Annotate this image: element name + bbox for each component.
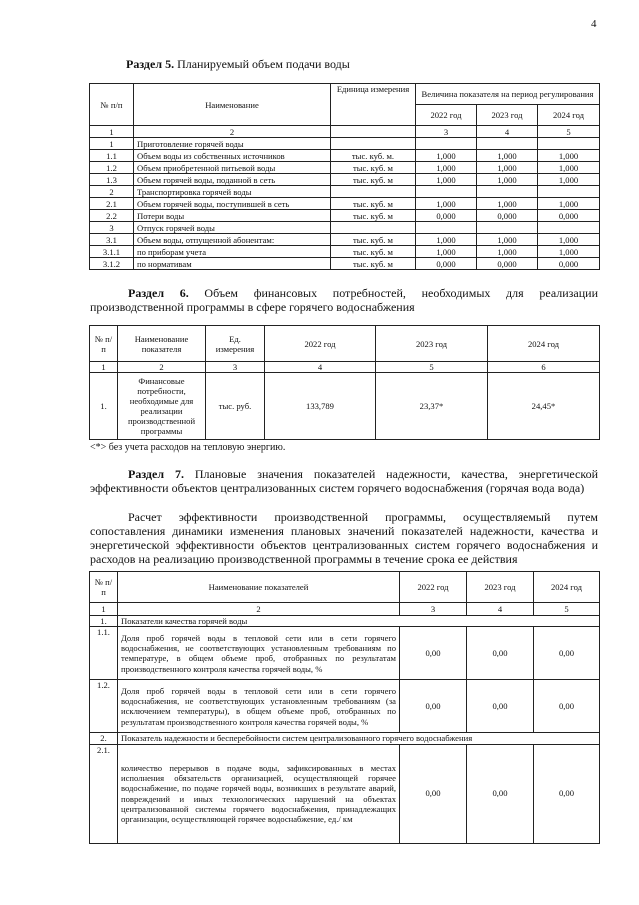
s5-row-2024 bbox=[538, 222, 600, 234]
section6-title-prefix: Раздел 6. bbox=[128, 286, 189, 300]
s5-index-row bbox=[90, 126, 600, 138]
s5-row-num: 1.1 bbox=[90, 150, 134, 162]
s5-row-2022: 1,000 bbox=[416, 162, 477, 174]
s5-header-2022: 2022 год bbox=[416, 105, 477, 126]
s7-group1-name: Показатели качества горячей воды bbox=[118, 616, 600, 627]
s5-row-name: по нормативам bbox=[134, 258, 331, 270]
s5-row-unit: тыс. куб. м bbox=[331, 234, 416, 246]
s7-row12-num: 1.2. bbox=[90, 680, 118, 733]
s7-row21-2022: 0,00 bbox=[400, 744, 467, 843]
s5-row-2024 bbox=[538, 138, 600, 150]
s7-row11-2023: 0,00 bbox=[467, 627, 534, 680]
s5-row-unit bbox=[331, 138, 416, 150]
table-row bbox=[90, 234, 600, 246]
s5-row-2022 bbox=[416, 138, 477, 150]
table-row bbox=[90, 138, 600, 150]
s5-row-2023: 1,000 bbox=[477, 150, 538, 162]
s7-row21-num: 2.1. bbox=[90, 744, 118, 843]
s7-group2-name: Показатель надежности и бесперебойности систем централизованного горячего водоснабжения bbox=[118, 733, 600, 744]
s5-row-2022 bbox=[416, 222, 477, 234]
table-row bbox=[90, 246, 600, 258]
s5-row-unit: тыс. куб. м bbox=[331, 174, 416, 186]
s5-row-num: 1.3 bbox=[90, 174, 134, 186]
s7-row-2-1 bbox=[90, 744, 600, 843]
s5-header-2023: 2023 год bbox=[477, 105, 538, 126]
s7-row11-2022: 0,00 bbox=[400, 627, 467, 680]
s6-idx-5: 5 bbox=[376, 362, 488, 373]
s5-idx-4: 3 bbox=[416, 126, 477, 138]
s5-row-num: 2 bbox=[90, 186, 134, 198]
s7-group2-num: 2. bbox=[90, 733, 118, 744]
s5-row-2023 bbox=[477, 222, 538, 234]
section7-paragraph: Расчет эффективности производственной программы, осуществляемый путем сопоставления динамики изменения плановых значений показателей надежности, качества и энергетической эффективности объектов централизованных систем горячего водоснабжения и расходов на реализацию производственной программы в течение срока ее действия bbox=[90, 510, 598, 566]
s5-row-name: Объем приобретенной питьевой воды bbox=[134, 162, 331, 174]
s7-row11-num: 1.1. bbox=[90, 627, 118, 680]
s6-row-1 bbox=[90, 373, 600, 440]
section6-title-line1-rest: Объем финансовых потребностей, необходимых для реализации bbox=[188, 286, 598, 300]
s5-row-unit: тыс. куб. м bbox=[331, 198, 416, 210]
s5-row-unit: тыс. куб. м. bbox=[331, 150, 416, 162]
s5-row-num: 3.1.1 bbox=[90, 246, 134, 258]
s5-row-2022: 1,000 bbox=[416, 246, 477, 258]
s5-row-num: 2.2 bbox=[90, 210, 134, 222]
s5-row-name: Приготовление горячей воды bbox=[134, 138, 331, 150]
s6-idx-3: 3 bbox=[206, 362, 265, 373]
s6-row-name: Финансовые потребности, необходимые для реализации производственной программы bbox=[118, 373, 206, 440]
s5-row-unit: тыс. куб. м bbox=[331, 258, 416, 270]
s7-header-2022: 2022 год bbox=[400, 572, 467, 603]
s7-index-row bbox=[90, 603, 600, 616]
s5-row-2024: 0,000 bbox=[538, 210, 600, 222]
s5-header-unit: Единица измерения bbox=[331, 84, 416, 126]
section5-table bbox=[89, 83, 600, 270]
s7-header-num: № п/п bbox=[90, 572, 118, 603]
s5-row-2023: 1,000 bbox=[477, 162, 538, 174]
s7-row12-2023: 0,00 bbox=[467, 680, 534, 733]
s5-idx-6: 5 bbox=[538, 126, 600, 138]
section7-table bbox=[89, 571, 600, 844]
s5-header-2024: 2024 год bbox=[538, 105, 600, 126]
s5-row-name: Объем воды, отпущенной абонентам: bbox=[134, 234, 331, 246]
s5-row-2024: 1,000 bbox=[538, 198, 600, 210]
s6-header-unit: Ед. измерения bbox=[206, 326, 265, 362]
section7-title-prefix: Раздел 7. bbox=[128, 467, 184, 481]
s5-row-2024: 1,000 bbox=[538, 162, 600, 174]
s5-row-2022: 1,000 bbox=[416, 234, 477, 246]
s6-idx-6: 6 bbox=[488, 362, 600, 373]
s7-row-1-2 bbox=[90, 680, 600, 733]
s5-row-num: 2.1 bbox=[90, 198, 134, 210]
table-row bbox=[90, 174, 600, 186]
s7-idx-3: 3 bbox=[400, 603, 467, 616]
section5-title bbox=[126, 57, 350, 71]
table-row bbox=[90, 222, 600, 234]
s7-idx-1: 1 bbox=[90, 603, 118, 616]
s7-group-2 bbox=[90, 733, 600, 744]
s5-row-2024: 1,000 bbox=[538, 174, 600, 186]
s5-row-2023: 0,000 bbox=[477, 258, 538, 270]
s6-row-2023: 23,37* bbox=[376, 373, 488, 440]
section7-title bbox=[90, 467, 598, 495]
s7-row-1-1 bbox=[90, 627, 600, 680]
s5-row-name: Транспортировка горячей воды bbox=[134, 186, 331, 198]
s7-row11-name: Доля проб горячей воды в тепловой сети или в сети горячего водоснабжения, не соответствующих установленным требованиям по температуре, в общем объеме проб, отобранных по результатам производственного контроля качества горячей воды, % bbox=[118, 627, 400, 680]
s5-row-2023: 1,000 bbox=[477, 174, 538, 186]
s5-row-num: 3 bbox=[90, 222, 134, 234]
s5-row-name: Объем горячей воды, поданной в сеть bbox=[134, 174, 331, 186]
s5-row-2024: 1,000 bbox=[538, 234, 600, 246]
s5-row-2022: 1,000 bbox=[416, 198, 477, 210]
section7-title-rest: Плановые значения показателей надежности, качества, энергетической эффективности объектов централизованных систем горячего водоснабжения (горячая вода вода) bbox=[90, 467, 598, 495]
section6-table bbox=[89, 325, 600, 440]
s5-row-2022: 1,000 bbox=[416, 150, 477, 162]
s5-row-2023 bbox=[477, 186, 538, 198]
s7-row21-2024: 0,00 bbox=[534, 744, 600, 843]
s5-row-2024: 1,000 bbox=[538, 246, 600, 258]
table-row bbox=[90, 150, 600, 162]
section6-note: <*> без учета расходов на тепловую энергию. bbox=[90, 442, 286, 453]
s5-row-2024: 0,000 bbox=[538, 258, 600, 270]
s6-header-num: № п/п bbox=[90, 326, 118, 362]
s7-idx-2: 2 bbox=[118, 603, 400, 616]
s7-header-2023: 2023 год bbox=[467, 572, 534, 603]
s6-row-2022: 133,789 bbox=[265, 373, 376, 440]
s6-row-num: 1. bbox=[90, 373, 118, 440]
section5-title-rest: Планируемый объем подачи воды bbox=[174, 57, 350, 71]
s5-row-2022: 0,000 bbox=[416, 258, 477, 270]
s5-row-name: Объем горячей воды, поступившей в сеть bbox=[134, 198, 331, 210]
s6-header-2022: 2022 год bbox=[265, 326, 376, 362]
s6-row-2024: 24,45* bbox=[488, 373, 600, 440]
section6-title-line2: производственной программы в сфере горячего водоснабжения bbox=[90, 300, 415, 314]
s6-idx-4: 4 bbox=[265, 362, 376, 373]
s5-idx-2: 2 bbox=[134, 126, 331, 138]
section5-title-prefix: Раздел 5. bbox=[126, 57, 175, 71]
s5-row-unit: тыс. куб. м bbox=[331, 162, 416, 174]
s7-group1-num: 1. bbox=[90, 616, 118, 627]
s5-row-num: 3.1 bbox=[90, 234, 134, 246]
s7-idx-4: 4 bbox=[467, 603, 534, 616]
s7-idx-5: 5 bbox=[534, 603, 600, 616]
s5-row-2023 bbox=[477, 138, 538, 150]
s5-body bbox=[90, 138, 600, 270]
s5-row-2022: 0,000 bbox=[416, 210, 477, 222]
s5-row-2022 bbox=[416, 186, 477, 198]
s5-row-2024: 1,000 bbox=[538, 150, 600, 162]
s5-header-period: Величина показателя на период регулирования bbox=[416, 84, 600, 105]
page-number: 4 bbox=[591, 18, 597, 30]
s5-row-unit: тыс. куб. м bbox=[331, 210, 416, 222]
s5-row-2022: 1,000 bbox=[416, 174, 477, 186]
s5-row-num: 3.1.2 bbox=[90, 258, 134, 270]
s6-idx-1: 1 bbox=[90, 362, 118, 373]
s5-header-name: Наименование bbox=[134, 84, 331, 126]
s6-row-unit: тыс. руб. bbox=[206, 373, 265, 440]
s7-row12-2024: 0,00 bbox=[534, 680, 600, 733]
s5-header-num: № п/п bbox=[90, 84, 134, 126]
s5-idx-5: 4 bbox=[477, 126, 538, 138]
s5-row-2023: 0,000 bbox=[477, 210, 538, 222]
s5-row-2023: 1,000 bbox=[477, 198, 538, 210]
s5-row-unit: тыс. куб. м bbox=[331, 246, 416, 258]
section6-title-line1 bbox=[128, 286, 598, 300]
s5-row-num: 1.2 bbox=[90, 162, 134, 174]
s5-row-name: Потери воды bbox=[134, 210, 331, 222]
table-row bbox=[90, 198, 600, 210]
table-row bbox=[90, 210, 600, 222]
s7-row21-name: количество перерывов в подаче воды, зафиксированных в местах исполнения обязательств организацией, осуществляющей горячее водоснабжение, по подаче горячей воды, возникших в результате аварий, повреждений и иных технологических нарушений на объектах централизованной системы горячего водоснабжения, принадлежащих организации, осуществляющей горячее водоснабжение, ед./ км bbox=[118, 744, 400, 843]
s7-row21-2023: 0,00 bbox=[467, 744, 534, 843]
s5-row-name: Объем воды из собственных источников bbox=[134, 150, 331, 162]
s5-row-name: по приборам учета bbox=[134, 246, 331, 258]
table-row bbox=[90, 162, 600, 174]
s7-row11-2024: 0,00 bbox=[534, 627, 600, 680]
s6-index-row bbox=[90, 362, 600, 373]
s7-group-1 bbox=[90, 616, 600, 627]
s5-row-unit bbox=[331, 186, 416, 198]
table-row bbox=[90, 258, 600, 270]
s5-row-unit bbox=[331, 222, 416, 234]
s7-header-name: Наименование показателей bbox=[118, 572, 400, 603]
s6-header-2024: 2024 год bbox=[488, 326, 600, 362]
s7-header-2024: 2024 год bbox=[534, 572, 600, 603]
s5-row-2023: 1,000 bbox=[477, 234, 538, 246]
s7-row12-2022: 0,00 bbox=[400, 680, 467, 733]
s5-row-2023: 1,000 bbox=[477, 246, 538, 258]
s6-idx-2: 2 bbox=[118, 362, 206, 373]
s5-row-name: Отпуск горячей воды bbox=[134, 222, 331, 234]
table-row bbox=[90, 186, 600, 198]
s6-header-name: Наименование показателя bbox=[118, 326, 206, 362]
s5-row-num: 1 bbox=[90, 138, 134, 150]
s5-idx-3 bbox=[331, 126, 416, 138]
s5-idx-1: 1 bbox=[90, 126, 134, 138]
s7-row12-name: Доля проб горячей воды в тепловой сети или в сети горячего водоснабжения, не соответствующих установленным требованиям (за исключением температуры), в общем объеме проб, отобранных по результатам производственного контроля качества горячей воды, % bbox=[118, 680, 400, 733]
s5-row-2024 bbox=[538, 186, 600, 198]
s6-header-2023: 2023 год bbox=[376, 326, 488, 362]
